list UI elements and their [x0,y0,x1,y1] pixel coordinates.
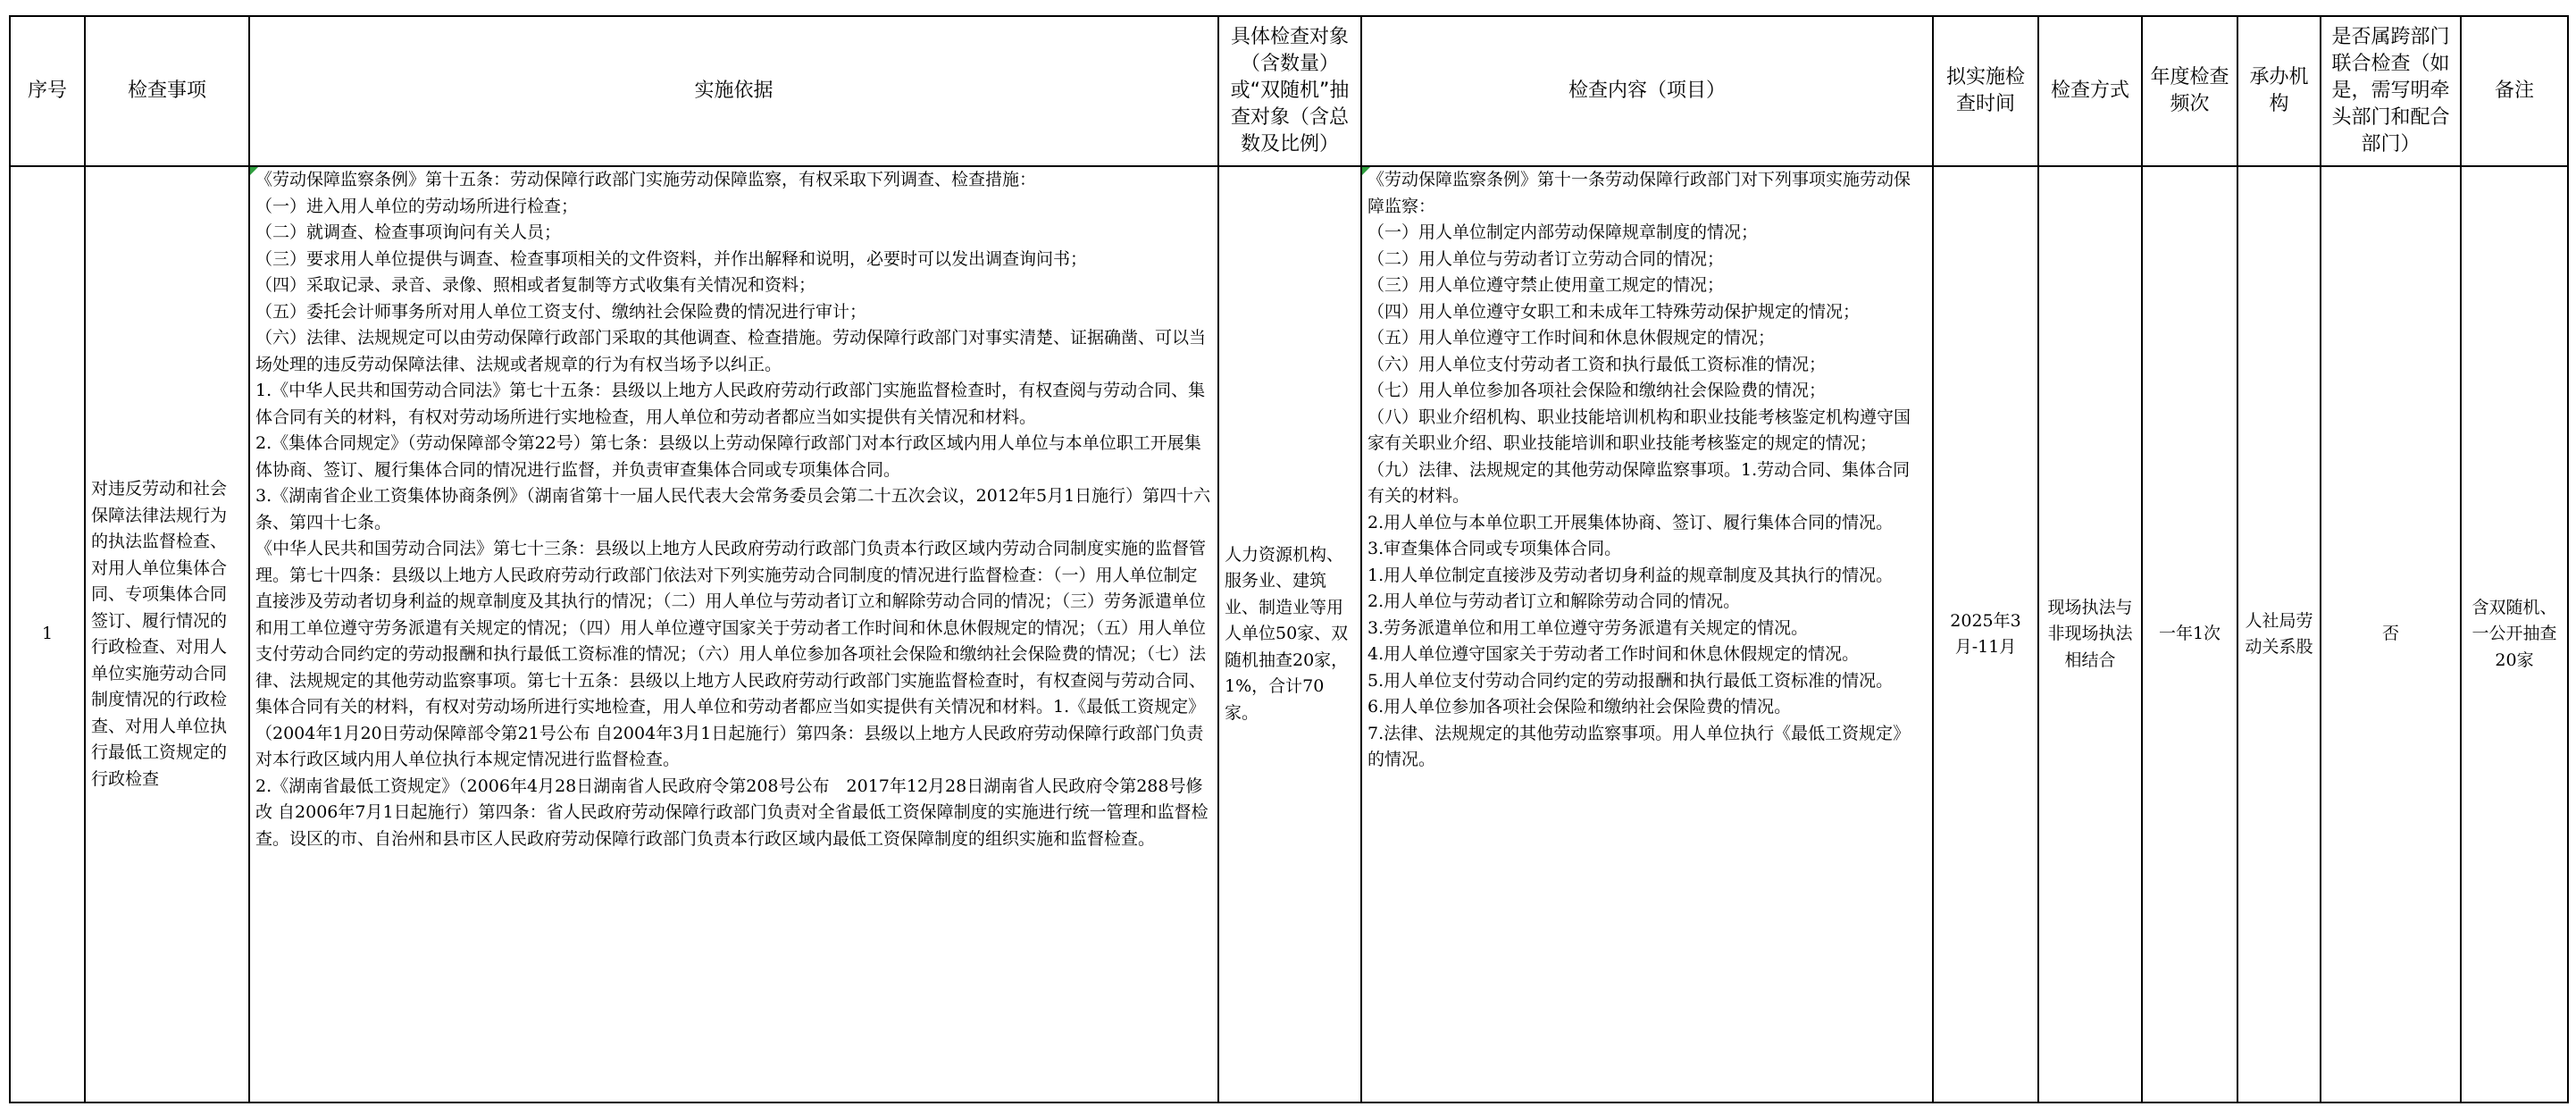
header-org[interactable]: 承办机构 [2237,16,2321,166]
cell-method[interactable] [2038,166,2142,1102]
cell-content[interactable] [1361,166,1933,1102]
cell-remark-text: 含双随机、一公开抽查20家 [2471,597,2557,670]
header-item[interactable]: 检查事项 [85,16,249,166]
header-basis[interactable]: 实施依据 [249,16,1218,166]
cell-basis-text: 《劳动保障监察条例》第十五条：劳动保障行政部门实施劳动保障监察，有权采取下列调查、检查措施： （一）进入用人单位的劳动场所进行检查； （二）就调查、检查事项询问有关人员； （三）要求用人单位提供与调查、检查事项相关的文件资料，并作出解释和说明，必要时可以发出调查询问书； （四）采取记录、录音、录像、照相或者复制等方式收集有关情况和资料； （五）委托会计师事务所对用人单位工资支付、缴纳社会保险费的情况进行审计； （六）法律、法规规定可以由劳动保障行政部门采取的其他调查、检查措施。劳动保障行政部门对事实清楚、证据确凿、可以当场处理的违反劳动保障法律、法规或者规章的行为有权当场予以纠正。 1.《中华人民共和国劳动合同法》第七十五条：县级以上地方人民政府劳动行政部门实施监督检查时，有权查阅与劳动合同、集体合同有关的材料，有权对劳动场所进行实地检查，用人单位和劳动者都应当如实提供有关情况和材料。 2.《集体合同规定》（劳动保障部令第22号）第七条：县级以上劳动保障行政部门对本行政区域内用人单位与本单位职工开展集体协商、签订、履行集体合同的情况进行监督，并负责审查集体合同或专项集体合同。 3.《湖南省企业工资集体协商条例》（湖南省第十一届人民代表大会常务委员会第二十五次会议，2012年5月1日施行）第四十六条、第四十七条。 《中华人民共和国劳动合同法》第七十三条：县级以上地方人民政府劳动行政部门负责本行政区域内劳动合同制度实施的监督管理。第七十四条：县级以上地方人民政府劳动行政部门依法对下列实施劳动合同制度的情况进行监督检查：（一）用人单位制定直接涉及劳动者切身利益的规章制度及其执行的情况；（二）用人单位与劳动者订立和解除劳动合同的情况；（三）劳务派遣单位和用工单位遵守劳务派遣有关规定的情况；（四）用人单位遵守国家关于劳动者工作时间和休息休假规定的情况；（五）用人单位支付劳动合同约定的劳动报酬和执行最低工资标准的情况；（六）用人单位参加各项社会保险和缴纳社会保险费的情况；（七）法律、法规规定的其他劳动监察事项。第七十五条：县级以上地方人民政府劳动行政部门实施监督检查时，有权查阅与劳动合同、集体合同有关的材料，有权对劳动场所进行实地检查，用人单位和劳动者都应当如实提供有关情况和材料。1.《最低工资规定》（2004年1月20日劳动保障部令第21号公布 自2004年3月1日起施行）第四条：县级以上地方人民政府劳动保障行政部门负责对本行政区域内用人单位执行本规定情况进行监督检查。 2.《湖南省最低工资规定》（2006年4月28日湖南省人民政府令第208号公布 2017年12月28日湖南省人民政府令第288号修改 自2006年7月1日起施行）第四条：省人民政府劳动保障行政部门负责对全省最低工资保障制度的实施进行统一管理和监督检查。设区的市、自治州和县市区人民政府劳动保障行政部门负责本行政区域内最低工资保障制度的组织实施和监督检查。 [255,170,1211,849]
cell-comment-marker-icon [250,167,258,175]
cell-target[interactable] [1218,166,1361,1102]
header-method[interactable]: 检查方式 [2038,16,2142,166]
cell-method-text: 现场执法与非现场执法相结合 [2047,597,2133,670]
header-remark[interactable]: 备注 [2461,16,2568,166]
header-frequency[interactable]: 年度检查频次 [2142,16,2237,166]
cell-org-text: 人社局劳动关系股 [2245,610,2313,657]
cell-basis[interactable] [249,166,1218,1102]
table-row [10,166,2568,1102]
header-content[interactable]: 检查内容（项目） [1361,16,1933,166]
cell-frequency[interactable]: 一年1次 [2142,166,2237,1102]
cell-time-text: 2025年3月-11月 [1950,610,2021,657]
inspection-plan-table [9,15,2569,1103]
header-row [10,16,2568,166]
cell-target-text: 人力资源机构、服务业、建筑业、制造业等用人单位50家、双随机抽查20家，1%，合计70家。 [1225,544,1349,723]
header-seq[interactable]: 序号 [10,16,85,166]
cell-org[interactable] [2237,166,2321,1102]
cell-comment-marker-icon [1362,167,1370,175]
cell-remark[interactable] [2461,166,2568,1102]
cell-item-text: 对违反劳动和社会保障法律法规行为的执法监督检查、对用人单位集体合同、专项集体合同签订、履行情况的行政检查、对用人单位实施劳动合同制度情况的行政检查、对用人单位执行最低工资规定的行政检查 [91,479,228,789]
cell-time[interactable] [1933,166,2038,1102]
cell-item[interactable] [85,166,249,1102]
header-time[interactable]: 拟实施检查时间 [1933,16,2038,166]
header-target[interactable]: 具体检查对象（含数量）或“双随机”抽查对象（含总数及比例） [1218,16,1361,166]
cell-content-text: 《劳动保障监察条例》第十一条劳动保障行政部门对下列事项实施劳动保障监察： （一）用人单位制定内部劳动保障规章制度的情况； （二）用人单位与劳动者订立劳动合同的情况； （三）用人单位遵守禁止使用童工规定的情况； （四）用人单位遵守女职工和未成年工特殊劳动保护规定的情况； （五）用人单位遵守工作时间和休息休假规定的情况； （六）用人单位支付劳动者工资和执行最低工资标准的情况； （七）用人单位参加各项社会保险和缴纳社会保险费的情况； （八）职业介绍机构、职业技能培训机构和职业技能考核鉴定机构遵守国家有关职业介绍、职业技能培训和职业技能考核鉴定的规定的情况； （九）法律、法规规定的其他劳动保障监察事项。1.劳动合同、集体合同有关的材料。 2.用人单位与本单位职工开展集体协商、签订、履行集体合同的情况。 3.审查集体合同或专项集体合同。 1.用人单位制定直接涉及劳动者切身利益的规章制度及其执行的情况。 2.用人单位与劳动者订立和解除劳动合同的情况。 3.劳务派遣单位和用工单位遵守劳务派遣有关规定的情况。 4.用人单位遵守国家关于劳动者工作时间和休息休假规定的情况。 5.用人单位支付劳动合同约定的劳动报酬和执行最低工资标准的情况。 6.用人单位参加各项社会保险和缴纳社会保险费的情况。 7.法律、法规规定的其他劳动监察事项。用人单位执行《最低工资规定》的情况。 [1367,170,1911,769]
header-joint[interactable]: 是否属跨部门联合检查（如是，需写明牵头部门和配合部门） [2321,16,2461,166]
cell-seq[interactable]: 1 [10,166,85,1102]
cell-joint[interactable]: 否 [2321,166,2461,1102]
